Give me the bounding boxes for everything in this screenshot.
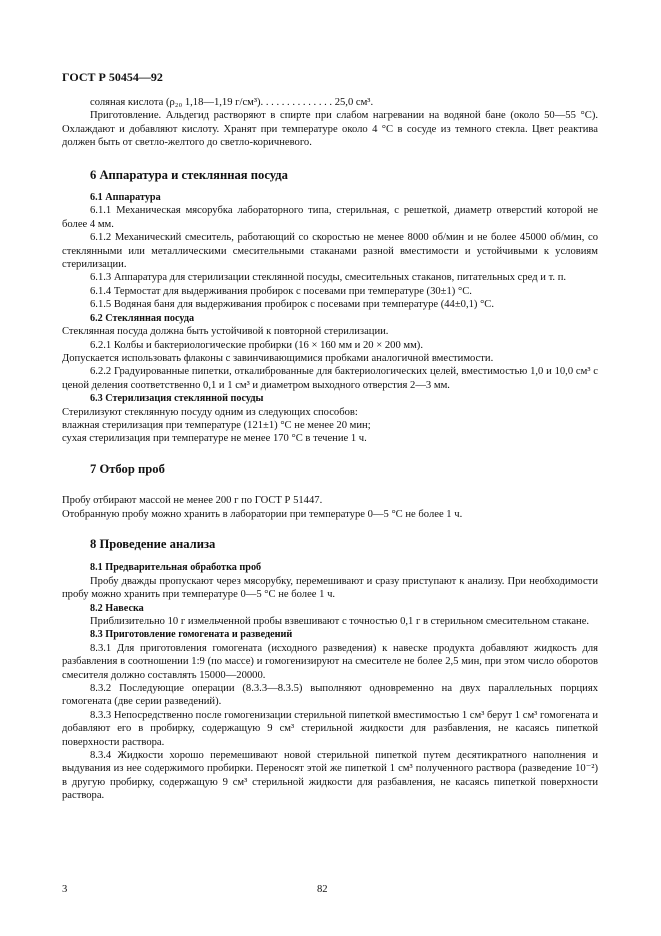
paragraph-8-3-4: 8.3.4 Жидкости хорошо перемешивают новой стерильной пипеткой путем десятикратного наполнения и выдувания из нее содержимого пробирки. Переносят этой же пипеткой 1 см³ полученного раствора (разведение 10⁻²) в другую пробирку, содержащую 9 см³ стерильной жидкости для разбавления, не касаясь пипеткой поверхности раствора. <box>62 750 598 802</box>
paragraph-6-2-1-note: Допускается использовать флаконы с завинчивающимися пробками аналогичной вместимости. <box>62 352 494 364</box>
section-6-3-title: 6.3 Стерилизация стеклянной посуды <box>90 393 264 405</box>
document-id: ГОСТ Р 50454—92 <box>62 70 163 84</box>
section-8-3-title: 8.3 Приготовление гомогената и разведений <box>90 629 293 641</box>
paragraph-6-3-wet: влажная стерилизация при температуре (121±1) °С не менее 20 мин; <box>62 419 371 431</box>
paragraph-6-2-1: 6.2.1 Колбы и бактериологические пробирки (16 × 160 мм и 20 × 200 мм). <box>90 339 423 351</box>
paragraph-8-2: Приблизительно 10 г измельченной пробы взвешивают с точностью 0,1 г в стерильном смесительном стакане. <box>90 616 590 627</box>
paragraph-6-3-dry: сухая стерилизация при температуре не менее 170 °С в течение 1 ч. <box>62 433 367 445</box>
paragraph-7-1: Пробу отбирают массой не менее 200 г по ГОСТ Р 51447. <box>62 495 323 507</box>
section-8-title: 8 Проведение анализа <box>90 536 216 551</box>
paragraph-6-2-2: 6.2.2 Градуированные пипетки, откалиброванные для бактериологических целей, вместимостью 1,0 и 10,0 см³ с ценой деления соответственно 0,1 и 1 см³ и диаметром выходного отверстия 2—3 мм. <box>62 366 598 391</box>
paragraph-preparation: Приготовление. Альдегид растворяют в спирте при слабом нагревании на водяной бане (около 50—55 °С). Охлаждают и добавляют кислоту. Хранят при температуре около 4 °С в сосуде из темного стекла. Цвет реактива должен быть от светло-желтого до светло-коричневого. <box>62 110 598 149</box>
paragraph-8-3-1: 8.3.1 Для приготовления гомогената (исходного разведения) к навеске продукта добавляют жидкость для разбавления в соотношении 1:9 (по массе) и гомогенизируют на смесителе не более 2,5 мин, при этом число оборотов смесителя должно составлять 15000—20000. <box>62 642 598 681</box>
paragraph-6-1-1: 6.1.1 Механическая мясорубка лабораторного типа, стерильная, с решеткой, диаметр отверстий которой не более 4 мм. <box>62 205 598 230</box>
paragraph-6-3: Стерилизуют стеклянную посуду одним из следующих способов: <box>62 406 358 418</box>
section-6-title: 6 Аппаратура и стеклянная посуда <box>90 167 288 182</box>
paragraph-8-3-2: 8.3.2 Последующие операции (8.3.3—8.3.5) выполняют одновременно на двух параллельных порциях гомогената (две серии разведений). <box>62 683 598 708</box>
paragraph-6-1-5: 6.1.5 Водяная баня для выдерживания пробирок с посевами при температуре (44±0,1) °С. <box>90 299 495 311</box>
formula-line: соляная кислота (ρ₂₀ 1,18—1,19 г/см³). . . . . . . . . . . . . . 25,0 см³. <box>90 97 374 108</box>
section-8-1-title: 8.1 Предварительная обработка проб <box>90 562 262 574</box>
document-body <box>62 96 598 803</box>
paragraph-6-1-2: 6.1.2 Механический смеситель, работающий со скоростью не менее 8000 об/мин и не более 45000 об/мин, со стеклянными или металлическими смесительными стаканами разной вместимости и устойчивыми к условиям стерилизации. <box>62 232 598 271</box>
section-6-1-title: 6.1 Аппаратура <box>90 192 161 204</box>
paragraph-6-2: Стеклянная посуда должна быть устойчивой к повторной стерилизации. <box>62 326 389 338</box>
paragraph-6-1-4: 6.1.4 Термостат для выдерживания пробирок с посевами при температуре (30±1) °С. <box>90 285 472 297</box>
section-7-title: 7 Отбор проб <box>90 461 165 476</box>
section-8-2-title: 8.2 Навеска <box>90 602 144 614</box>
paragraph-6-1-3: 6.1.3 Аппаратура для стерилизации стеклянной посуды, смесительных стаканов, питательных сред и т. п. <box>90 272 567 284</box>
page-number-left: 3 <box>62 884 68 895</box>
section-6-2-title: 6.2 Стеклянная посуда <box>90 312 195 324</box>
page-number-center: 82 <box>317 884 328 895</box>
paragraph-8-3-3: 8.3.3 Непосредственно после гомогенизации стерильной пипеткой вместимостью 1 см³ берут 1 см³ гомогената и добавляют его в пробирку, содержащую 9 см³ стерильной жидкости для разбавления, не касаясь пипеткой поверхности раствора. <box>62 709 598 748</box>
paragraph-7-2: Отобранную пробу можно хранить в лаборатории при температуре 0—5 °С не более 1 ч. <box>62 508 463 520</box>
paragraph-8-1: Пробу дважды пропускают через мясорубку, перемешивают и сразу приступают к анализу. При необходимости пробу можно хранить при температуре 0—5 °С не более 1 ч. <box>62 575 598 601</box>
